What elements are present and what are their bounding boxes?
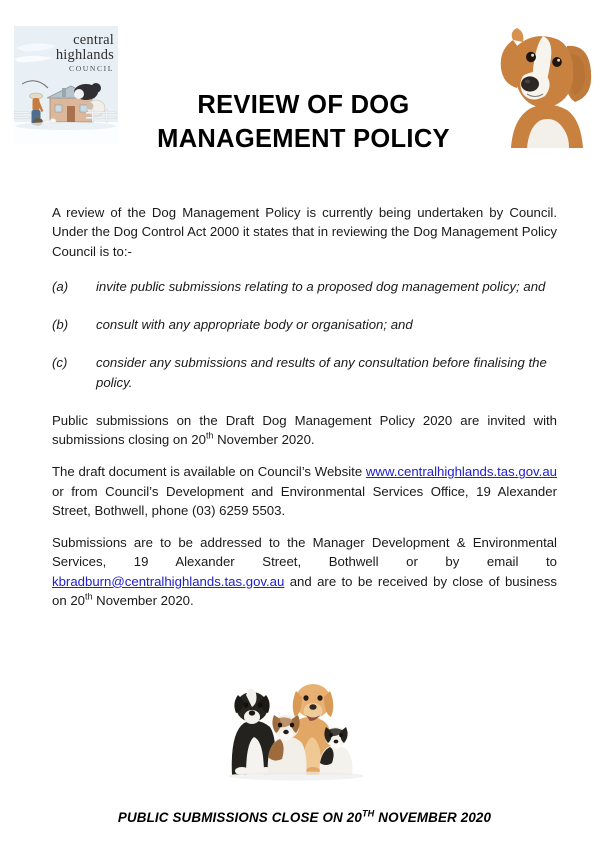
submissions-text-pre: Public submissions on the Draft Dog Management Policy 2020 are invited with submissions closing on 20 xyxy=(52,412,557,448)
footer-notice xyxy=(0,810,609,825)
council-website-link[interactable]: www.centralhighlands.tas.gov.au xyxy=(365,464,557,480)
document-body xyxy=(52,203,557,626)
logo-line-3: COUNCIL xyxy=(69,63,114,73)
draft-text-post: or from Council’s Development and Environmental Services Office, 19 Alexander Street, Bothwell, phone (03) 6259 5503. xyxy=(52,483,557,518)
address-paragraph xyxy=(52,533,557,610)
title-line-2: MANAGEMENT POLICY xyxy=(157,125,450,154)
email-link[interactable]: kbradburn@centralhighlands.tas.gov.au xyxy=(52,573,285,589)
puppy-photo xyxy=(483,10,601,150)
requirements-list xyxy=(52,277,557,392)
list-item-marker: (b) xyxy=(52,317,69,333)
four-dogs-photo xyxy=(216,663,394,781)
address-ordinal: th xyxy=(85,591,93,602)
logo-line-1: central xyxy=(73,32,114,48)
logo-wordmark xyxy=(56,33,114,72)
submissions-text-post: November 2020. xyxy=(213,432,315,448)
footer-ordinal: TH xyxy=(361,808,375,819)
submissions-ordinal: th xyxy=(205,430,214,441)
address-text-pre: Submissions are to be addressed to the Manager Development & Environmental Services, 19 Alexander Street, Bothwell or by email to xyxy=(52,535,557,570)
submissions-paragraph xyxy=(52,411,557,450)
list-item xyxy=(52,315,557,334)
address-text-mid: and are to be received by close of business on 20 xyxy=(52,573,557,608)
intro-paragraph: A review of the Dog Management Policy is currently being undertaken by Council. Under the Dog Control Act 2000 it states that in reviewing the Dog Management Policy Council is to:- xyxy=(52,205,557,259)
list-item xyxy=(52,353,557,392)
document-header xyxy=(0,0,609,180)
draft-text-pre: The draft document is available on Council’s Website xyxy=(52,464,366,480)
logo-line-2: highlands xyxy=(55,46,114,63)
draft-document-paragraph xyxy=(52,462,557,520)
address-text-post: November 2020. xyxy=(92,592,194,608)
list-item-marker: (c) xyxy=(52,355,68,371)
list-item xyxy=(52,277,557,296)
title-line-1: REVIEW OF DOG xyxy=(197,91,410,119)
council-logo xyxy=(14,26,118,144)
list-item-text: consider any submissions and results of any consultation before finalising the policy. xyxy=(96,355,547,390)
list-item-text: invite public submissions relating to a proposed dog management policy; and xyxy=(96,278,546,294)
list-item-text: consult with any appropriate body or organisation; and xyxy=(96,317,413,333)
footer-text-pre: PUBLIC SUBMISSIONS CLOSE ON 20 xyxy=(117,810,362,825)
footer-text-post: NOVEMBER 2020 xyxy=(374,810,492,825)
list-item-marker: (a) xyxy=(52,278,69,294)
page-title xyxy=(120,88,487,157)
